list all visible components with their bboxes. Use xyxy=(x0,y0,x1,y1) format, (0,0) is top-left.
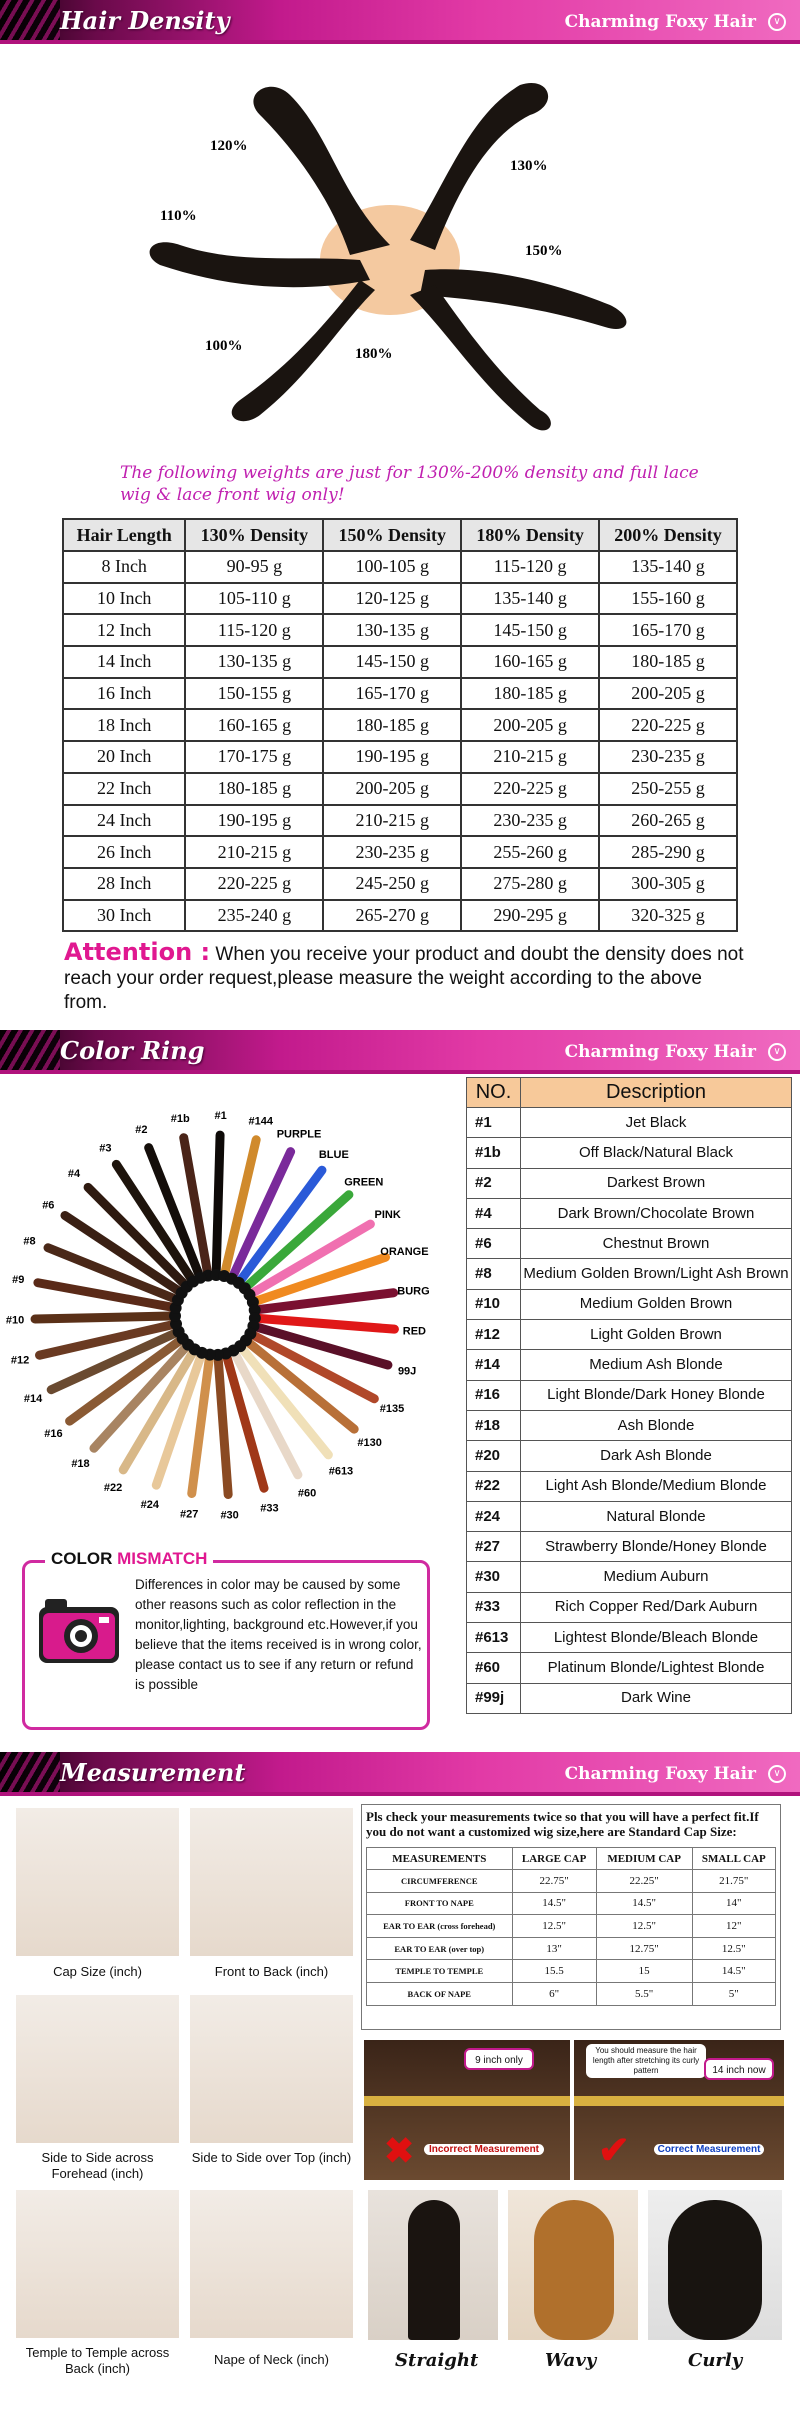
color-description: Light Ash Blonde/Medium Blonde xyxy=(521,1471,792,1501)
table-cell: 150-155 g xyxy=(185,678,323,710)
ring-label: #33 xyxy=(260,1502,279,1515)
table-cell: 220-225 g xyxy=(185,868,323,900)
table-cell: 190-195 g xyxy=(323,741,461,773)
ring-label: 99J xyxy=(397,1365,417,1378)
side-top-photo xyxy=(190,1995,353,2143)
density-note: The following weights are just for 130%-200% density and full lace wig & lace front wig only! xyxy=(120,463,699,505)
ring-label: #144 xyxy=(248,1115,274,1128)
mismatch-title-a: COLOR xyxy=(51,1549,118,1568)
ring-label: #22 xyxy=(103,1482,123,1495)
table-cell: 160-165 g xyxy=(185,709,323,741)
table-row xyxy=(63,646,737,678)
attention-label: Attention : xyxy=(64,938,211,966)
caption-front-back: Front to Back (inch) xyxy=(214,1964,329,1979)
color-code: #99j xyxy=(467,1683,521,1713)
table-cell: 130-135 g xyxy=(323,614,461,646)
cap-value: 14" xyxy=(692,1892,775,1915)
weights-header: 130% Density xyxy=(185,519,323,551)
table-cell: 275-280 g xyxy=(461,868,599,900)
color-code: #1 xyxy=(467,1108,521,1138)
label-straight: Straight xyxy=(395,2350,479,2371)
table-cell: 180-185 g xyxy=(185,773,323,805)
attention-text: When you receive your product and doubt the density does not reach your order request,please measure the weight according to the above from. xyxy=(64,944,744,1013)
banner-title: Color Ring xyxy=(60,1036,205,1065)
ring-label: PINK xyxy=(374,1209,401,1222)
cap-measurement-label: EAR TO EAR (cross forehead) xyxy=(367,1915,513,1938)
ring-label: #1 xyxy=(214,1110,227,1123)
density-label-150: 150% xyxy=(525,243,563,259)
cap-value: 12.5" xyxy=(692,1937,775,1960)
cap-header-row xyxy=(367,1848,776,1870)
cap-row xyxy=(367,1915,776,1938)
measurement-banner xyxy=(0,1752,800,1796)
color-description: Dark Brown/Chocolate Brown xyxy=(521,1198,792,1228)
color-code: #613 xyxy=(467,1623,521,1653)
ring-label: RED xyxy=(402,1325,426,1338)
table-cell: 135-140 g xyxy=(599,551,737,583)
table-cell: 255-260 g xyxy=(461,836,599,868)
mismatch-title xyxy=(45,1549,213,1569)
color-code: #8 xyxy=(467,1259,521,1289)
bundle-120 xyxy=(253,87,390,255)
table-cell: 235-240 g xyxy=(185,900,323,932)
cap-value: 13" xyxy=(512,1937,596,1960)
color-description: Ash Blonde xyxy=(521,1410,792,1440)
table-row xyxy=(63,805,737,837)
color-description: Jet Black xyxy=(521,1108,792,1138)
table-row xyxy=(63,583,737,615)
color-row xyxy=(467,1259,792,1289)
cap-value: 12.5" xyxy=(512,1915,596,1938)
clip-icon xyxy=(194,1272,206,1284)
hair-density-banner xyxy=(0,0,800,44)
color-swatch xyxy=(218,1360,228,1495)
table-row xyxy=(63,868,737,900)
cap-row xyxy=(367,1982,776,2005)
ring-label: #130 xyxy=(357,1436,382,1449)
table-cell: 285-290 g xyxy=(599,836,737,868)
color-row xyxy=(467,1138,792,1168)
table-cell: 16 Inch xyxy=(63,678,185,710)
color-row xyxy=(467,1532,792,1562)
ring-label: #9 xyxy=(12,1274,25,1287)
color-ring-image xyxy=(0,1075,460,1555)
table-cell: 115-120 g xyxy=(185,614,323,646)
cap-value: 14.5" xyxy=(596,1892,692,1915)
color-row xyxy=(467,1108,792,1138)
weights-header: Hair Length xyxy=(63,519,185,551)
color-code: #30 xyxy=(467,1562,521,1592)
cap-measurement-label: EAR TO EAR (over top) xyxy=(367,1937,513,1960)
attention-note xyxy=(64,940,744,1015)
straight-hair-photo xyxy=(368,2190,498,2340)
table-cell: 210-215 g xyxy=(323,805,461,837)
caption-side-top: Side to Side over Top (inch) xyxy=(191,2150,352,2165)
color-code: #22 xyxy=(467,1471,521,1501)
label-wavy: Wavy xyxy=(545,2350,597,2371)
incorrect-label: Incorrect Measurement xyxy=(424,2144,544,2155)
ring-label: #24 xyxy=(140,1499,159,1512)
cap-header: SMALL CAP xyxy=(692,1848,775,1870)
banner-title: Measurement xyxy=(60,1758,246,1787)
table-cell: 250-255 g xyxy=(599,773,737,805)
color-code: #14 xyxy=(467,1350,521,1380)
weights-table xyxy=(62,518,738,932)
color-row xyxy=(467,1168,792,1198)
cap-value: 5.5" xyxy=(596,1982,692,2005)
cap-row xyxy=(367,1892,776,1915)
table-cell: 245-250 g xyxy=(323,868,461,900)
chevron-down-icon[interactable]: ∨ xyxy=(768,13,786,31)
cap-size-panel xyxy=(361,1804,781,2030)
cap-value: 21.75" xyxy=(692,1870,775,1893)
cap-row xyxy=(367,1870,776,1893)
color-header-no: NO. xyxy=(467,1078,521,1108)
cap-value: 12.5" xyxy=(596,1915,692,1938)
ring-label: #3 xyxy=(99,1142,112,1155)
color-description: Light Golden Brown xyxy=(521,1320,792,1350)
correct-label: Correct Measurement xyxy=(654,2144,764,2155)
table-cell: 14 Inch xyxy=(63,646,185,678)
ring-label: #2 xyxy=(135,1124,148,1137)
color-description: Medium Golden Brown/Light Ash Brown xyxy=(521,1259,792,1289)
temple-back-photo xyxy=(16,2190,179,2338)
nape-photo xyxy=(190,2190,353,2338)
table-cell: 290-295 g xyxy=(461,900,599,932)
wavy-hair-photo xyxy=(508,2190,638,2340)
caption-side-forehead: Side to Side across Forehead (inch) xyxy=(41,2150,154,2181)
caption-cap-size: Cap Size (inch) xyxy=(53,1964,142,1979)
cap-value: 5" xyxy=(692,1982,775,2005)
badge-9-inch: 9 inch only xyxy=(464,2048,534,2070)
brand-name: Charming Foxy Hair xyxy=(564,1042,756,1062)
color-swatch xyxy=(260,1319,395,1330)
cap-header: MEDIUM CAP xyxy=(596,1848,692,1870)
table-row xyxy=(63,741,737,773)
color-row xyxy=(467,1198,792,1228)
table-cell: 210-215 g xyxy=(185,836,323,868)
table-cell: 10 Inch xyxy=(63,583,185,615)
color-code: #60 xyxy=(467,1653,521,1683)
table-cell: 20 Inch xyxy=(63,741,185,773)
ring-label: #8 xyxy=(23,1235,36,1248)
table-cell: 155-160 g xyxy=(599,583,737,615)
color-row xyxy=(467,1501,792,1531)
table-cell: 135-140 g xyxy=(461,583,599,615)
table-row xyxy=(63,773,737,805)
ring-label: #14 xyxy=(23,1392,43,1405)
weights-header: 200% Density xyxy=(599,519,737,551)
color-code: #2 xyxy=(467,1168,521,1198)
color-description: Medium Ash Blonde xyxy=(521,1350,792,1380)
color-description: Medium Auburn xyxy=(521,1562,792,1592)
cap-measurement-label: TEMPLE TO TEMPLE xyxy=(367,1960,513,1983)
color-description: Dark Wine xyxy=(521,1683,792,1713)
color-code: #10 xyxy=(467,1289,521,1319)
table-cell: 180-185 g xyxy=(461,678,599,710)
table-cell: 260-265 g xyxy=(599,805,737,837)
x-mark-icon: ✖ xyxy=(384,2130,415,2171)
color-row xyxy=(467,1683,792,1713)
cap-value: 12.75" xyxy=(596,1937,692,1960)
color-code: #12 xyxy=(467,1320,521,1350)
color-code: #6 xyxy=(467,1229,521,1259)
color-ring-banner xyxy=(0,1030,800,1074)
cap-value: 6" xyxy=(512,1982,596,2005)
table-cell: 100-105 g xyxy=(323,551,461,583)
curly-hair-photo xyxy=(648,2190,782,2340)
ring-label: GREEN xyxy=(344,1176,384,1189)
tape-measure xyxy=(574,2096,784,2106)
table-cell: 320-325 g xyxy=(599,900,737,932)
table-row xyxy=(63,678,737,710)
caption-nape: Nape of Neck (inch) xyxy=(214,2352,329,2367)
color-description: Rich Copper Red/Dark Auburn xyxy=(521,1592,792,1622)
front-to-back-photo xyxy=(190,1808,353,1956)
mismatch-text: Differences in color may be caused by some other reasons such as color reflection in the monitor,lighting, background etc.However,if you believe that the items received is in wrong color, please contact us to see if any return or refund is possible xyxy=(135,1577,422,1692)
banner-stripe xyxy=(0,1030,60,1074)
badge-14-inch: 14 inch now xyxy=(704,2058,774,2080)
label-curly: Curly xyxy=(688,2350,743,2371)
color-description: Platinum Blonde/Lightest Blonde xyxy=(521,1653,792,1683)
wavy-hair-shape xyxy=(534,2200,614,2340)
side-forehead-photo xyxy=(16,1995,179,2143)
density-label-180: 180% xyxy=(355,346,393,362)
table-row xyxy=(63,836,737,868)
curly-hair-shape xyxy=(668,2200,762,2340)
table-cell: 24 Inch xyxy=(63,805,185,837)
banner-stripe xyxy=(0,1752,60,1796)
correct-measure-photo xyxy=(574,2040,784,2180)
table-cell: 230-235 g xyxy=(599,741,737,773)
cap-value: 14.5" xyxy=(692,1960,775,1983)
mismatch-title-b: MISMATCH xyxy=(117,1549,208,1568)
cap-row xyxy=(367,1960,776,1983)
color-row xyxy=(467,1350,792,1380)
color-code: #4 xyxy=(467,1198,521,1228)
brand-name: Charming Foxy Hair xyxy=(564,1764,756,1784)
color-row xyxy=(467,1441,792,1471)
ring-label: #135 xyxy=(379,1403,405,1416)
cap-header: MEASUREMENTS xyxy=(367,1848,513,1870)
ring-label: #30 xyxy=(220,1509,239,1522)
color-description: Chestnut Brown xyxy=(521,1229,792,1259)
density-label-110: 110% xyxy=(160,208,197,224)
color-description: Darkest Brown xyxy=(521,1168,792,1198)
color-description: Off Black/Natural Black xyxy=(521,1138,792,1168)
table-row xyxy=(63,709,737,741)
table-cell: 165-170 g xyxy=(323,678,461,710)
color-row xyxy=(467,1229,792,1259)
table-cell: 18 Inch xyxy=(63,709,185,741)
cap-row xyxy=(367,1937,776,1960)
color-row xyxy=(467,1289,792,1319)
straight-hair-shape xyxy=(408,2200,460,2340)
weights-header: 150% Density xyxy=(323,519,461,551)
table-cell: 120-125 g xyxy=(323,583,461,615)
color-swatch xyxy=(216,1135,220,1270)
table-cell: 160-165 g xyxy=(461,646,599,678)
ring-label: #613 xyxy=(328,1465,354,1478)
table-cell: 200-205 g xyxy=(599,678,737,710)
table-cell: 105-110 g xyxy=(185,583,323,615)
color-row xyxy=(467,1380,792,1410)
table-cell: 90-95 g xyxy=(185,551,323,583)
color-description: Dark Ash Blonde xyxy=(521,1441,792,1471)
color-description: Lightest Blonde/Bleach Blonde xyxy=(521,1623,792,1653)
table-cell: 265-270 g xyxy=(323,900,461,932)
ring-label: #27 xyxy=(179,1508,199,1521)
correct-note: You should measure the hair length after stretching its curly pattern xyxy=(586,2044,706,2078)
table-cell: 145-150 g xyxy=(461,614,599,646)
color-code: #20 xyxy=(467,1441,521,1471)
cap-size-table xyxy=(366,1847,776,2006)
cap-measurement-label: FRONT TO NAPE xyxy=(367,1892,513,1915)
table-row xyxy=(63,614,737,646)
color-description: Strawberry Blonde/Honey Blonde xyxy=(521,1532,792,1562)
check-mark-icon: ✔ xyxy=(598,2130,630,2172)
color-code: #27 xyxy=(467,1532,521,1562)
cap-value: 12" xyxy=(692,1915,775,1938)
table-row xyxy=(63,900,737,932)
color-header-row xyxy=(467,1078,792,1108)
ring-label: #60 xyxy=(297,1487,317,1500)
color-swatch xyxy=(35,1316,170,1319)
density-label-120: 120% xyxy=(210,138,248,154)
ring-label: BLUE xyxy=(318,1149,349,1162)
cap-measurement-label: BACK OF NAPE xyxy=(367,1982,513,2005)
color-row xyxy=(467,1410,792,1440)
cap-value: 22.25" xyxy=(596,1870,692,1893)
table-cell: 200-205 g xyxy=(323,773,461,805)
tape-measure xyxy=(364,2096,570,2106)
cap-value: 22.75" xyxy=(512,1870,596,1893)
color-row xyxy=(467,1320,792,1350)
ring-label: #12 xyxy=(10,1354,30,1367)
color-row xyxy=(467,1623,792,1653)
banner-stripe xyxy=(0,0,60,44)
color-row xyxy=(467,1592,792,1622)
ring-label: ORANGE xyxy=(380,1245,429,1258)
ring-label: PURPLE xyxy=(276,1128,322,1141)
color-header-desc: Description xyxy=(521,1078,792,1108)
cap-value: 14.5" xyxy=(512,1892,596,1915)
color-code: #33 xyxy=(467,1592,521,1622)
table-cell: 200-205 g xyxy=(461,709,599,741)
ring-label: #16 xyxy=(44,1427,63,1440)
caption-temple-back: Temple to Temple across Back (inch) xyxy=(25,2345,170,2376)
color-code: #24 xyxy=(467,1501,521,1531)
bundle-100 xyxy=(232,280,375,421)
table-cell: 28 Inch xyxy=(63,868,185,900)
weights-header: 180% Density xyxy=(461,519,599,551)
density-samples-image xyxy=(90,55,710,460)
table-cell: 30 Inch xyxy=(63,900,185,932)
table-cell: 210-215 g xyxy=(461,741,599,773)
color-row xyxy=(467,1471,792,1501)
cap-value: 15 xyxy=(596,1960,692,1983)
banner-title: Hair Density xyxy=(60,6,230,35)
table-cell: 22 Inch xyxy=(63,773,185,805)
incorrect-measure-photo xyxy=(364,2040,570,2180)
table-cell: 8 Inch xyxy=(63,551,185,583)
color-table xyxy=(466,1077,792,1714)
cap-value: 15.5 xyxy=(512,1960,596,1983)
table-cell: 230-235 g xyxy=(323,836,461,868)
table-cell: 180-185 g xyxy=(323,709,461,741)
table-cell: 220-225 g xyxy=(599,709,737,741)
ring-label: BURG xyxy=(397,1285,430,1298)
ring-label: #10 xyxy=(5,1314,25,1327)
chevron-down-icon[interactable]: ∨ xyxy=(768,1765,786,1783)
table-cell: 145-150 g xyxy=(323,646,461,678)
table-cell: 220-225 g xyxy=(461,773,599,805)
color-description: Light Blonde/Dark Honey Blonde xyxy=(521,1380,792,1410)
ring-label: #18 xyxy=(71,1458,90,1471)
ring-label: #1b xyxy=(170,1113,190,1126)
color-code: #1b xyxy=(467,1138,521,1168)
color-code: #16 xyxy=(467,1380,521,1410)
density-label-100: 100% xyxy=(205,338,243,354)
table-cell: 170-175 g xyxy=(185,741,323,773)
color-mismatch-box xyxy=(22,1549,430,1730)
color-description: Natural Blonde xyxy=(521,1501,792,1531)
cap-measurement-label: CIRCUMFERENCE xyxy=(367,1870,513,1893)
ring-label: #4 xyxy=(67,1168,81,1181)
table-cell: 130-135 g xyxy=(185,646,323,678)
color-row xyxy=(467,1562,792,1592)
color-description: Medium Golden Brown xyxy=(521,1289,792,1319)
cap-size-note: Pls check your measurements twice so that you will have a perfect fit.If you do not want a customized wig size,here are Standard Cap Size: xyxy=(366,1809,759,1839)
chevron-down-icon[interactable]: ∨ xyxy=(768,1043,786,1061)
brand-name: Charming Foxy Hair xyxy=(564,12,756,32)
table-cell: 180-185 g xyxy=(599,646,737,678)
color-code: #18 xyxy=(467,1410,521,1440)
weights-header-row xyxy=(63,519,737,551)
table-row xyxy=(63,551,737,583)
table-cell: 12 Inch xyxy=(63,614,185,646)
camera-icon xyxy=(37,1595,121,1665)
cap-size-photo xyxy=(16,1808,179,1956)
table-cell: 115-120 g xyxy=(461,551,599,583)
table-cell: 190-195 g xyxy=(185,805,323,837)
density-label-130: 130% xyxy=(510,158,548,174)
cap-header: LARGE CAP xyxy=(512,1848,596,1870)
table-cell: 300-305 g xyxy=(599,868,737,900)
table-cell: 230-235 g xyxy=(461,805,599,837)
table-cell: 26 Inch xyxy=(63,836,185,868)
table-cell: 165-170 g xyxy=(599,614,737,646)
color-row xyxy=(467,1653,792,1683)
ring-label: #6 xyxy=(42,1199,55,1212)
